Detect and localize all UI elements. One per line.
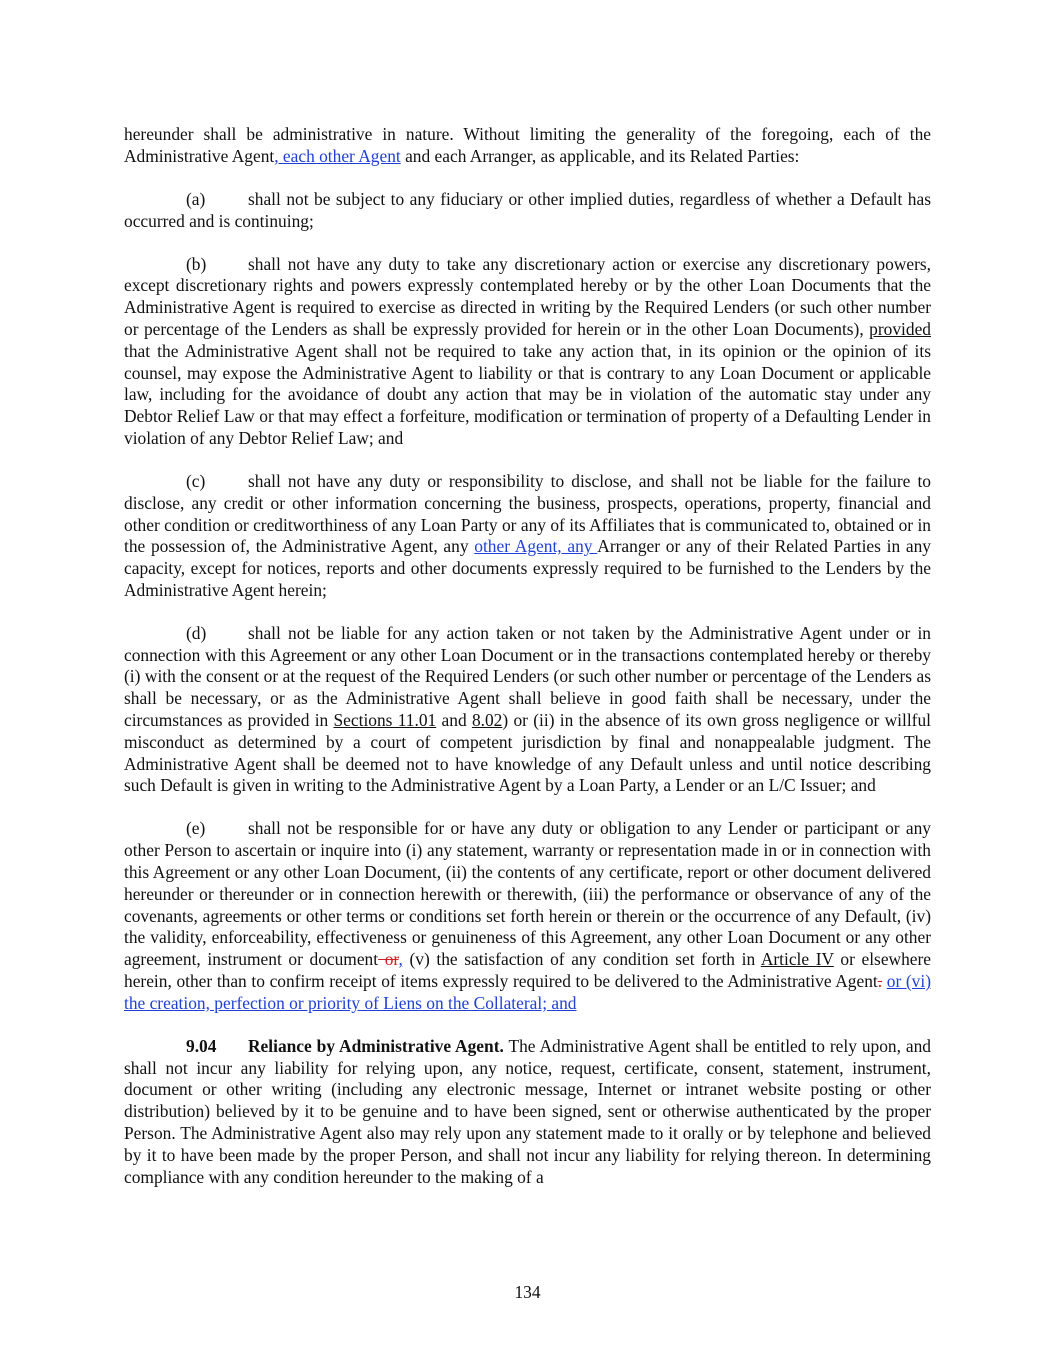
intro-text-2: and each Arranger, as applicable, and its Related Parties: (400, 145, 800, 166)
clause-e-text-2: (v) the satisfaction of any condition set forth in (402, 949, 761, 970)
deleted-text: or (378, 949, 399, 970)
article-reference: Article IV (760, 949, 834, 970)
clause-a (124, 189, 931, 233)
inserted-text: , (398, 949, 403, 970)
clause-e-text-1: shall not be responsible for or have any duty or obligation to any Lender or participant or any other Person to ascertain or inquire into (i) any statement, warranty or representation made in or in connection with this Agreement or any other Loan Document, (ii) the contents of any certificate, report or other document delivered hereunder or thereunder or in connection herewith or therewith, (iii) the performance or observance of any of the covenants, agreements or other terms or conditions set forth herein or therein or the occurrence of any Default, (iv) the validity, enforceability, effectiveness or genuineness of this Agreement, any other Loan Document or any other agreement, instrument or document (124, 818, 931, 970)
clause-e-label: (e) (186, 818, 206, 839)
clause-b-text-1: shall not have any duty to take any discretionary action or exercise any discretionary powers, except discretionary rights and powers expressly contemplated hereby or by the other Loan Documents that the Administrative Agent is required to exercise as directed in writing by the Required Lenders (or such other number or percentage of the Lenders as shall be expressly provided for herein or in the other Loan Documents), (124, 253, 931, 339)
inserted-text: or (vi) the creation, perfection or priority of Liens on the Collateral; and (124, 971, 931, 1013)
clause-d-text-1: shall not be liable for any action taken or not taken by the Administrative Agent under or in connection with this Agreement or any other Loan Document or in the transactions contemplated hereby or thereby (i) with the consent or at the request of the Required Lenders (or such other number or percentage of the Lenders as shall be necessary, or as the Administrative Agent shall believe in good faith shall be necessary, under the circumstances as provided in (124, 622, 931, 731)
clause-d-label: (d) (186, 622, 207, 643)
clause-a-text: shall not be subject to any fiduciary or other implied duties, regardless of whether a Default has occurred and is continuing; (124, 188, 931, 231)
clause-b (124, 254, 931, 450)
page-number: 134 (514, 1282, 541, 1302)
clause-e (124, 818, 931, 1014)
inserted-text: other Agent, any (474, 536, 598, 557)
clause-d-text-2: and (436, 710, 472, 731)
clause-d-text-3: ) or (ii) in the absence of its own gross negligence or willful misconduct as determined by a court of competent jurisdiction by final and nonappealable judgment. The Administrative Agent shall be deemed not to have knowledge of any Default unless and until notice describing such Default is given in writing to the Administrative Agent by a Loan Party, a Lender or an L/C Issuer; and (124, 710, 931, 796)
page-body (124, 124, 931, 1210)
inserted-text: , each other Agent (274, 145, 401, 166)
intro-text-1: hereunder shall be administrative in nature. Without limiting the generality of the foregoing, each of the Administrative Agent (124, 124, 931, 166)
clause-c-label: (c) (186, 470, 206, 491)
intro-paragraph (124, 124, 931, 168)
clause-b-text-2: that the Administrative Agent shall not be required to take any action that, in its opinion or the opinion of its counsel, may expose the Administrative Agent to liability or that is contrary to any Loan Document or applicable law, including for the avoidance of doubt any action that may be in violation of the automatic stay under any Debtor Relief Law or that may effect a forfeiture, modification or termination of property of a Defaulting Lender in violation of any Debtor Relief Law; and (124, 340, 931, 448)
section-text: The Administrative Agent shall be entitled to rely upon, and shall not incur any liability for relying upon, any notice, request, certificate, consent, statement, instrument, document or other writing (including any electronic message, Internet or intranet website posting or other distribution) believed by it to be genuine and to have been signed, sent or otherwise authenticated by the proper Person. The Administrative Agent also may rely upon any statement made to it orally or by telephone and believed by it to have been made by the proper Person, and shall not incur any liability for relying thereon. In determining compliance with any condition hereunder to the making of a (124, 1035, 931, 1187)
clause-a-label: (a) (186, 188, 206, 209)
clause-d (124, 623, 931, 797)
section-number: 9.04 (186, 1035, 217, 1056)
clause-c-text-1: shall not have any duty or responsibility to disclose, and shall not be liable for the failure to disclose, any credit or other information concerning the business, prospects, operations, property, financial and other condition or creditworthiness of any Loan Party or any of its Affiliates that is communicated to, obtained or in the possession of, the Administrative Agent, any (124, 470, 931, 557)
section-reference: 8.02 (471, 710, 503, 731)
section-9-04 (124, 1036, 931, 1189)
clause-c-text-2: Arranger or any of their Related Parties in any capacity, except for notices, reports and other documents expressly required to be furnished to the Lenders by the Administrative Agent herein; (124, 536, 932, 600)
clause-e-text-3: or elsewhere herein, other than to confirm receipt of items expressly required to be delivered to the Administrative Agent (124, 949, 932, 992)
clause-c (124, 471, 931, 602)
section-reference: Sections 11.01 (333, 710, 437, 731)
provided-term: provided (869, 318, 931, 339)
section-title: Reliance by Administrative Agent. (248, 1035, 504, 1056)
clause-b-label: (b) (186, 253, 207, 274)
deleted-text: . (877, 971, 883, 992)
